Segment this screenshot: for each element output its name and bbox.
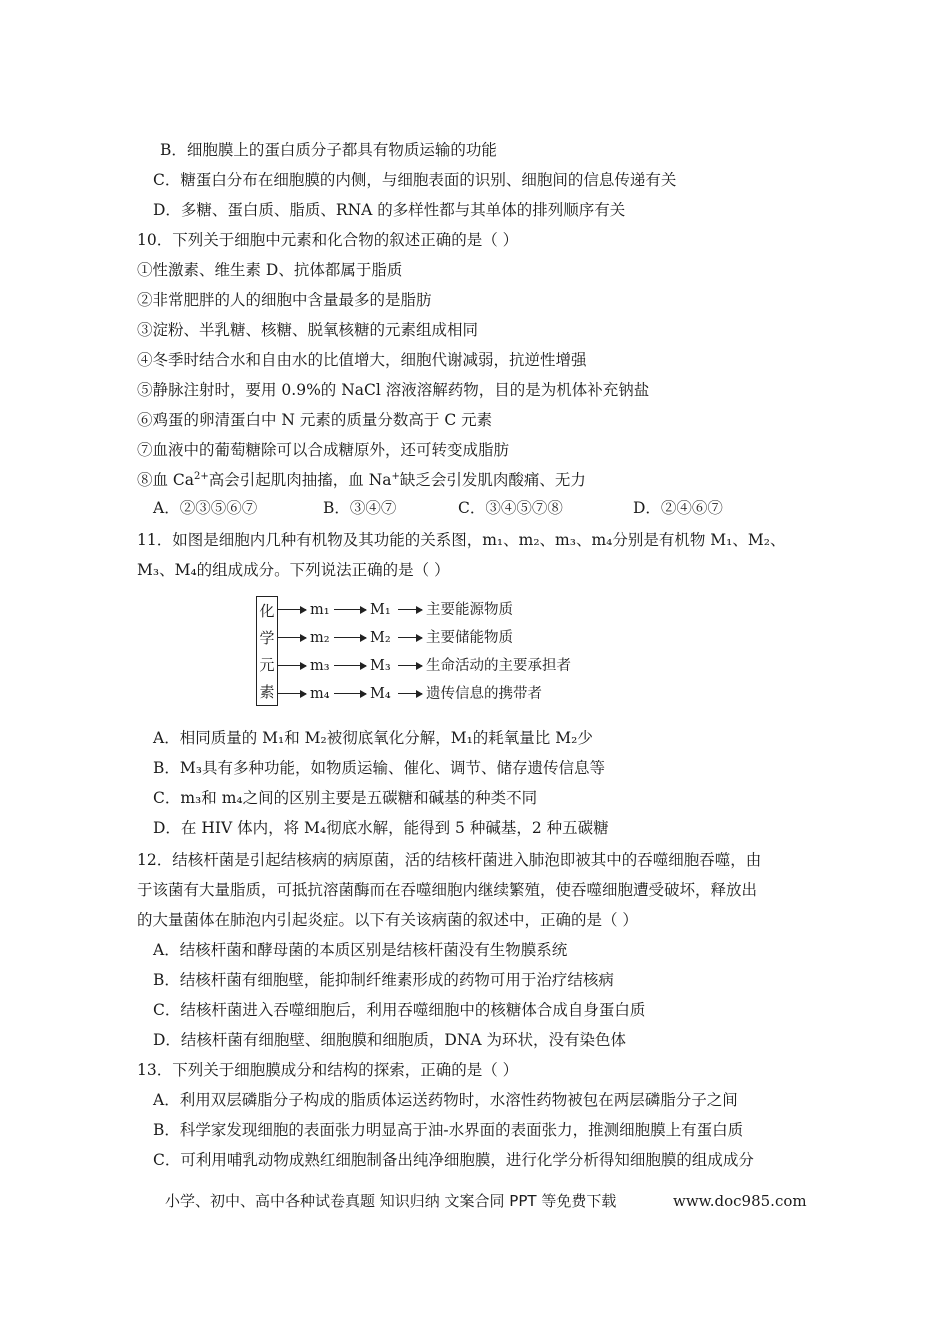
q10-item-7: ⑦血液中的葡萄糖除可以合成糖原外，还可转变成脂肪 bbox=[137, 441, 510, 459]
q10-option-d: D．②④⑥⑦ bbox=[633, 499, 723, 517]
arrow-icon bbox=[334, 609, 366, 610]
q10-option-b: B．③④⑦ bbox=[323, 499, 397, 517]
arrow-icon bbox=[334, 693, 366, 694]
arrow-icon bbox=[278, 637, 306, 638]
arrow-icon bbox=[398, 609, 422, 610]
q13-option-c: C．可利用哺乳动物成熟红细胞制备出纯净细胞膜，进行化学分析得知细胞膜的组成成分 bbox=[153, 1151, 754, 1169]
q12-stem-line1: 12．结核杆菌是引起结核病的病原菌，活的结核杆菌进入肺泡即被其中的吞噬细胞吞噬，由 bbox=[137, 851, 762, 869]
footer-text: 小学、初中、高中各种试卷真题 知识归纳 文案合同 PPT 等免费下载 bbox=[165, 1192, 617, 1210]
arrow-icon bbox=[398, 693, 422, 694]
q11-option-d: D．在 HIV 体内，将 M₄彻底水解，能得到 5 种碱基，2 种五碳糖 bbox=[153, 819, 609, 837]
q11-option-c: C．m₃和 m₄之间的区别主要是五碳糖和碱基的种类不同 bbox=[153, 789, 538, 807]
q12-stem-line3: 的大量菌体在肺泡内引起炎症。以下有关该病菌的叙述中，正确的是（ ） bbox=[137, 911, 638, 929]
footer-url[interactable]: www.doc985.com bbox=[673, 1192, 807, 1210]
q10-item-1: ①性激素、维生素 D、抗体都属于脂质 bbox=[137, 261, 403, 279]
arrow-icon bbox=[278, 665, 306, 666]
q12-stem-line2: 于该菌有大量脂质，可抵抗溶菌酶而在吞噬细胞内继续繁殖，使吞噬细胞遭受破坏，释放出 bbox=[137, 881, 758, 899]
q13-option-b: B．科学家发现细胞的表面张力明显高于油-水界面的表面张力，推测细胞膜上有蛋白质 bbox=[153, 1121, 744, 1139]
q12-option-c: C．结核杆菌进入吞噬细胞后，利用吞噬细胞中的核糖体合成自身蛋白质 bbox=[153, 1001, 646, 1019]
arrow-icon bbox=[334, 637, 366, 638]
page-footer bbox=[165, 1191, 807, 1211]
q12-option-b: B．结核杆菌有细胞壁，能抑制纤维素形成的药物可用于治疗结核病 bbox=[153, 971, 614, 989]
q10-stem: 10．下列关于细胞中元素和化合物的叙述正确的是（ ） bbox=[137, 231, 519, 249]
q9-option-b: B．细胞膜上的蛋白质分子都具有物质运输的功能 bbox=[160, 141, 497, 159]
chemical-elements-box: 化 学 元 素 bbox=[256, 596, 278, 706]
q10-item-8: ⑧血 $Ca^{2+}$高会引起肌肉抽搐，血 Na+缺乏会引发肌肉酸痛、无力 bbox=[137, 470, 586, 489]
q11-diagram: 化 学 元 素 m₁ M₁ 主要能源物质 m₂ M₂ 主要储能物质 m₃ M₃ 生命活动的主要承担者 m₄ M₄ 遗传信息的携带者 bbox=[256, 596, 616, 708]
q9-option-c: C．糖蛋白分布在细胞膜的内侧，与细胞表面的识别、细胞间的信息传递有关 bbox=[153, 171, 677, 189]
q10-option-c: C．③④⑤⑦⑧ bbox=[458, 499, 563, 517]
q13-option-a: A．利用双层磷脂分子构成的脂质体运送药物时，水溶性药物被包在两层磷脂分子之间 bbox=[153, 1091, 738, 1109]
q10-item-3: ③淀粉、半乳糖、核糖、脱氧核糖的元素组成相同 bbox=[137, 321, 479, 339]
q12-option-a: A．结核杆菌和酵母菌的本质区别是结核杆菌没有生物膜系统 bbox=[153, 941, 568, 959]
q11-option-a: A．相同质量的 M₁和 M₂被彻底氧化分解，M₁的耗氧量比 M₂少 bbox=[153, 729, 593, 747]
q12-option-d: D．结核杆菌有细胞壁、细胞膜和细胞质，DNA 为环状，没有染色体 bbox=[153, 1031, 627, 1049]
q13-stem: 13．下列关于细胞膜成分和结构的探索，正确的是（ ） bbox=[137, 1061, 519, 1079]
q11-stem-line1: 11．如图是细胞内几种有机物及其功能的关系图，m₁、m₂、m₃、m₄分别是有机物 M₁、M₂、 bbox=[137, 531, 786, 549]
q10-item-6: ⑥鸡蛋的卵清蛋白中 N 元素的质量分数高于 C 元素 bbox=[137, 411, 493, 429]
arrow-icon bbox=[398, 637, 422, 638]
q10-item-4: ④冬季时结合水和自由水的比值增大，细胞代谢减弱，抗逆性增强 bbox=[137, 351, 587, 369]
q10-item-5: ⑤静脉注射时，要用 0.9%的 NaCl 溶液溶解药物，目的是为机体补充钠盐 bbox=[137, 381, 650, 399]
q9-option-d: D．多糖、蛋白质、脂质、RNA 的多样性都与其单体的排列顺序有关 bbox=[153, 201, 626, 219]
q11-option-b: B．M₃具有多种功能，如物质运输、催化、调节、储存遗传信息等 bbox=[153, 759, 605, 777]
q10-option-a: A．②③⑤⑥⑦ bbox=[153, 499, 258, 517]
arrow-icon bbox=[278, 609, 306, 610]
q10-item-2: ②非常肥胖的人的细胞中含量最多的是脂肪 bbox=[137, 291, 432, 309]
q11-stem-line2: M₃、M₄的组成成分。下列说法正确的是（ ） bbox=[137, 561, 450, 579]
arrow-icon bbox=[278, 693, 306, 694]
arrow-icon bbox=[398, 665, 422, 666]
arrow-icon bbox=[334, 665, 366, 666]
